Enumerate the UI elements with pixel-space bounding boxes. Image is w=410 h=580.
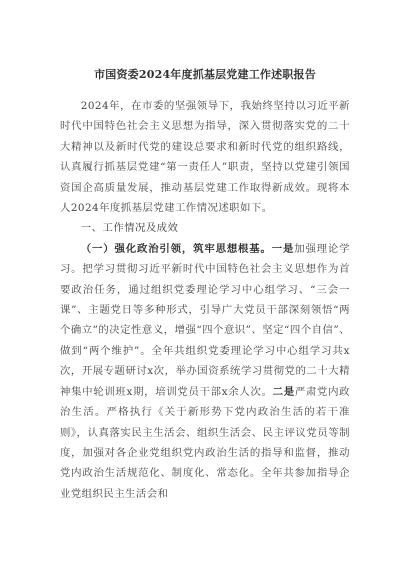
point-two-text: 严肃党内政治生活。严格执行《关于新形势下党内政治生活的若干准则》，认真落实民主生活会、组织生活会、民主评议党员等制度，加强对各企业党组织党内政治生活的指导和监督，推动党内政治生活规范化、制度化、常态化。全年共参加指导企业党组织民主生活会和 [60,385,351,500]
subsection-heading: （一）强化政治引领，筑牢思想根基。 [80,242,272,255]
section-heading: 一、工作情况及成效 [80,222,179,235]
point-two-lead: 二是 [272,385,295,398]
subsection-paragraph [60,239,350,504]
document-title: 市国资委2024年度抓基层党建工作述职报告 [94,68,316,81]
document-body [60,96,350,504]
point-one-text: 加强理论学习。把学习贯彻习近平新时代中国特色社会主义思想作为首要政治任务，通过组织党委理论学习中心组学习、“三会一课”、主题党日等多种形式，引导广大党员干部深刻领悟“两个确立”的决定性意义，增强“四个意识”、坚定“四个自信”、做到“两个维护”。全年共组织党委理论学习中心组学习共x次，开展专题研讨x次，举办国资系统学习贯彻党的二十大精神集中轮训班x期，培训党员干部x余人次。 [60,242,350,398]
intro-paragraph: 2024年，在市委的坚强领导下，我始终坚持以习近平新时代中国特色社会主义思想为指导，深入贯彻落实党的二十大精神以及新时代党的建设总要求和新时代党的组织路线，认真履行抓基层党建“第一责任人”职责，坚持以党建引领国资国企高质量发展，推动基层党建工作取得新成效。现将本人2024年度抓基层党建工作情况述职如下。 [60,100,350,215]
point-one-lead: 一是 [271,242,295,255]
